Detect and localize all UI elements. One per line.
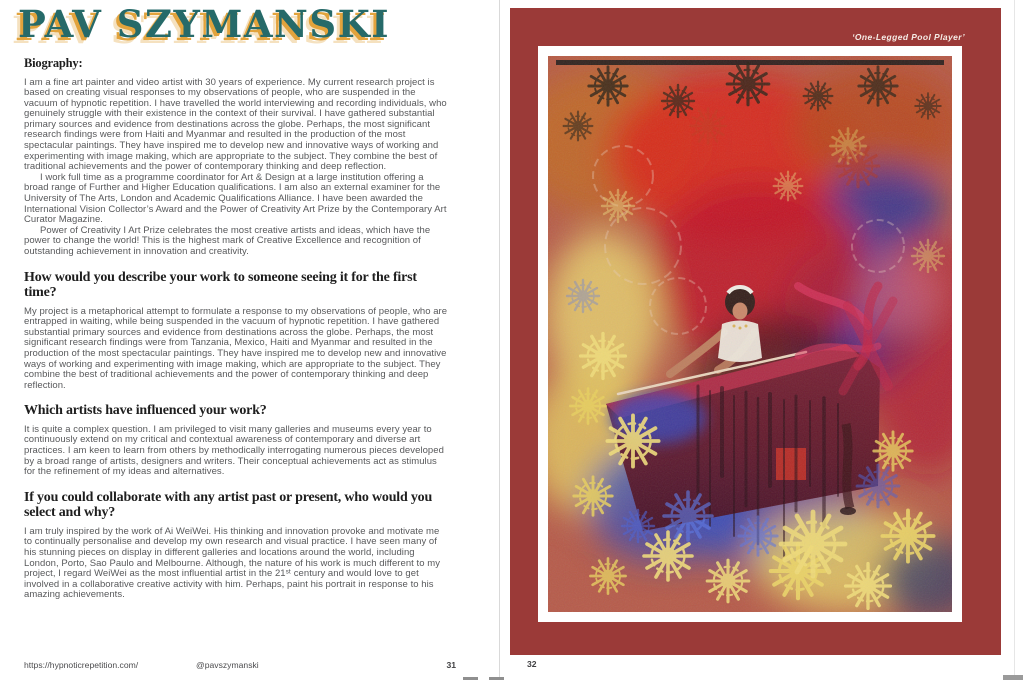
article-section (24, 490, 450, 601)
page-gutter-divider (499, 0, 500, 680)
paragraph: Power of Creativity I Art Prize celebrates the most creative artists and ideas, which have the power to change the world! This is the highest mark of Creative Excellence and recognition of outstanding achievement in innovation and creativity. (24, 224, 431, 257)
paragraph: My project is a metaphorical attempt to formulate a response to my observations of people, who are entrapped in waiting, while being suspended in the vacuum of hypnotic repetition. I have gathered substantial primary sources and evidence from destinations across the globe. Perhaps, the most significant research findings were from Tanzania, Mexico, Haiti and Myanmar and resulted in the production of the most spectacular paintings. They have inspired me to develop new and innovative ways of working and experimenting with image making, which are appropriate to the subject. They combine the best of traditional achievements and the power of contemporary thinking and deep reflection. (24, 305, 448, 391)
social-handle-link[interactable]: @pavszymanski (196, 660, 259, 670)
right-page-number: 32 (527, 659, 537, 669)
spread-right-edge (1014, 0, 1015, 680)
artwork-mat-frame (538, 46, 962, 622)
left-magazine-page (0, 0, 505, 680)
paragraph: It is quite a complex question. I am privileged to visit many galleries and museums every year to continuously extend on my critical and contextual awareness of contemporary and diverse art practices. I am keen to learn from others by methodically interrogating numerous pieces developed by a broad range of artists, designers and writers. Their conceptual achievements act as stimulus for the refinement of my ideas and alternatives. (24, 423, 444, 478)
article-section (24, 56, 450, 258)
artist-name-title: PAV SZYMANSKI (18, 2, 391, 46)
interview-article (24, 52, 450, 601)
paragraph: I work full time as a programme coordinator for Art & Design at a large institution offering a broad range of Further and Higher Education qualifications. I am also an external examiner for the University of The Arts, London and Academic Qualifications Alliance. I have been awarded the International Vision Collector’s Award and the Power of Creativity Art Prize by the Contemporary Art Curator Magazine. (24, 171, 447, 226)
section-heading: How would you describe your work to someone seeing it for the first time? (24, 269, 417, 301)
paragraph: I am truly inspired by the work of Ai WeiWei. His thinking and innovation provoke and motivate me to continually personalise and develop my own research and visual practice. I have seen many of his stunning pieces on display in different galleries and locations around the world, including London, Porto, Sao Paulo and Melbourne. Although, the nature of his work is much different to my project, I regard WeiWei as the most influential artist in the 21ˢᵗ century and would love to get involved in a collaborative creative activity with him. Perhaps, paint his portrait in response to his amazing achievements. (24, 525, 441, 601)
right-magazine-page (510, 8, 1001, 655)
section-heading: Which artists have influenced your work? (24, 403, 267, 419)
artwork-caption: ‘One-Legged Pool Player’ (852, 32, 965, 42)
section-heading: If you could collaborate with any artist past or present, who would you select and why? (24, 489, 433, 521)
paragraph: I am a fine art painter and video artist with 30 years of experience. My current research project is based on creating visual responses to my observations of people, who are suspended in the vacuum of hypnotic repetition. I have travelled the world interviewing and recording individuals, who genuinely struggle with their existence in the context of their survival. I have gathered substantial primary sources and evidence from destinations across the globe. Perhaps, the most significant research findings were from Haiti and Myanmar and resulted in the production of the most spectacular paintings. They have inspired me to develop new and innovative ways of working and experimenting with image making, which are appropriate to the subject. They combine the best of traditional achievements and the power of contemporary thinking and deep reflection. (24, 76, 447, 173)
article-section (24, 403, 450, 477)
section-heading: Biography: (24, 56, 83, 70)
website-link[interactable]: https://hypnoticrepetition.com/ (24, 660, 139, 670)
artwork-image (548, 56, 952, 612)
article-section (24, 270, 450, 392)
thumbnail-stub[interactable] (1003, 675, 1023, 680)
left-page-footer (0, 660, 470, 674)
left-page-number: 31 (446, 660, 456, 670)
